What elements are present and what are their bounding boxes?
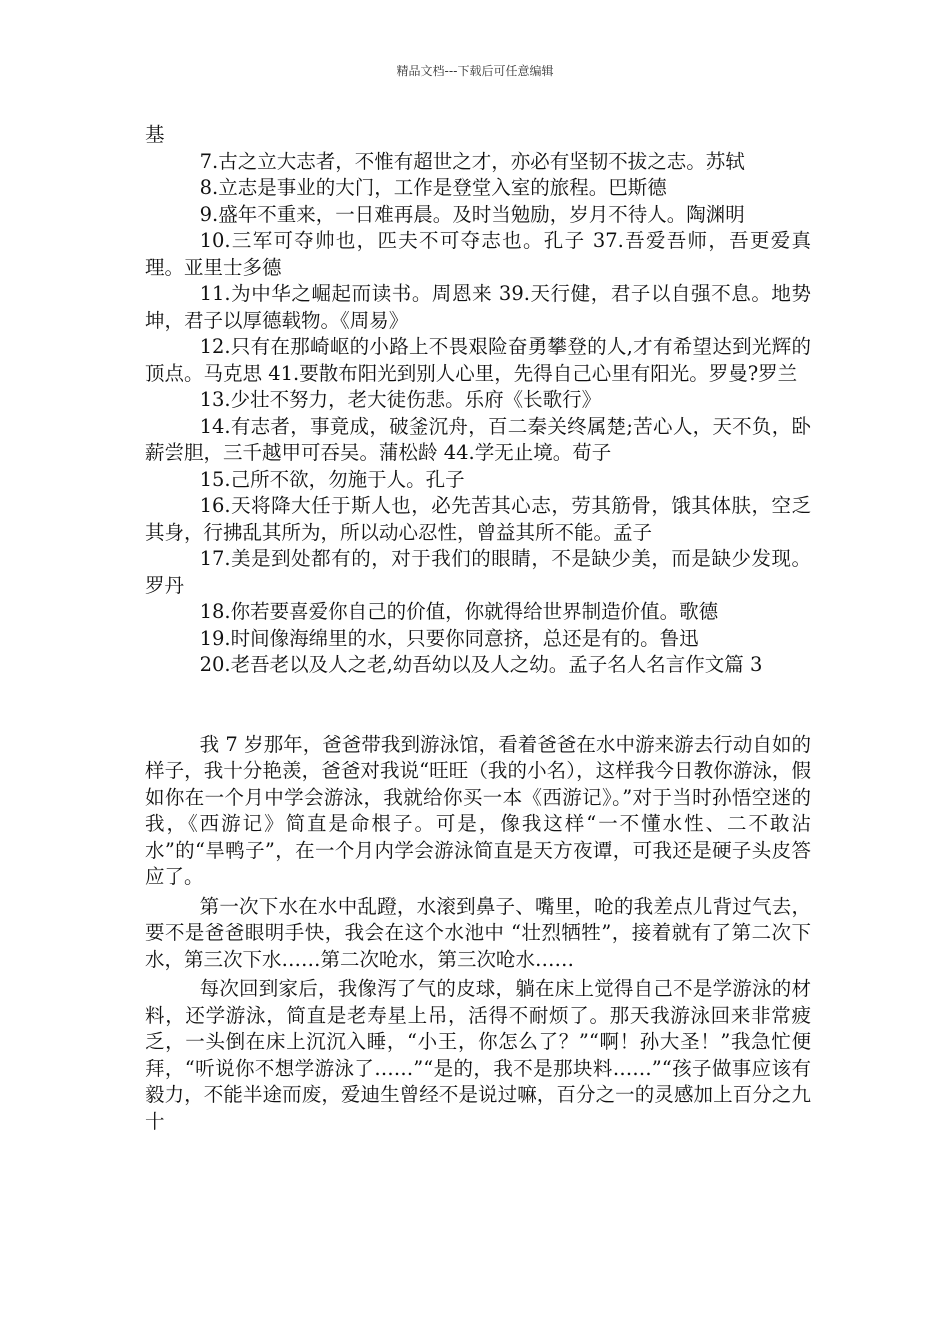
quote-item-13: 13.少壮不努力，老大徒伤悲。乐府《长歌行》: [199, 388, 602, 411]
quote-item-11: 11.为中华之崛起而读书。周恩来 39.天行健，君子以自强不息。地势坤，君子以厚德载物。《周易》: [145, 282, 811, 332]
essay-section: [145, 732, 811, 1136]
page-header: 精品文档---下载后可任意编辑: [396, 64, 554, 78]
continuation-text: 基: [145, 123, 165, 146]
quotes-section: [145, 122, 811, 679]
quote-item-18: 18.你若要喜爱你自己的价值，你就得给世界制造价值。歌德: [199, 600, 719, 623]
quote-item-15: 15.己所不欲，勿施于人。孔子: [199, 467, 465, 491]
quote-item-8: 8.立志是事业的大门，工作是登堂入室的旅程。巴斯德: [199, 176, 667, 199]
quote-item-16: 16.天将降大任于斯人也，必先苦其心志，劳其筋骨，饿其体肤，空乏其身，行拂乱其所为，所以动心忍性，曾益其所不能。孟子: [145, 494, 811, 544]
quote-item-20: 20.老吾老以及人之老,幼吾幼以及人之幼。孟子名人名言作文篇 3: [199, 653, 763, 676]
essay-paragraph-3: 每次回到家后，我像泻了气的皮球，躺在床上觉得自己不是学游泳的材料，还学游泳，简直是老寿星上吊，活得不耐烦了。那天我游泳回来非常疲乏，一头倒在床上沉沉入睡，“小王，你怎么了？”“啊！孙大圣！”我急忙便拜，“听说你不想学游泳了……”“是的，我不是那块料……”“孩子做事应该有毅力，不能半途而废，爱迪生曾经不是说过嘛，百分之一的灵感加上百分之九十: [145, 977, 811, 1133]
quote-item-12: 12.只有在那崎岖的小路上不畏艰险奋勇攀登的人,才有希望达到光辉的顶点。马克思 41.要散布阳光到别人心里，先得自己心里有阳光。罗曼?罗兰: [145, 335, 811, 385]
essay-paragraph-2: 第一次下水在水中乱蹬，水滚到鼻子、嘴里，呛的我差点儿背过气去，要不是爸爸眼明手快，我会在这个水池中 “壮烈牺牲”，接着就有了第二次下水，第三次下水……第二次呛水，第三次呛水……: [145, 894, 811, 971]
essay-paragraph-1: 我 7 岁那年，爸爸带我到游泳馆，看着爸爸在水中游来游去行动自如的样子，我十分艳羡，爸爸对我说“旺旺（我的小名），这样我今日教你游泳，假如你在一个月中学会游泳，我就给你买一本《西游记》。”对于当时孙悟空迷的我，《西游记》简直是命根子。可是，像我这样“一不懂水性、二不敢沾水”的“旱鸭子”，在一个月内学会游泳简直是天方夜谭，可我还是硬子头皮答应了。: [145, 732, 811, 888]
quote-item-17: 17.美是到处都有的，对于我们的眼睛，不是缺少美，而是缺少发现。罗丹: [145, 547, 811, 597]
quote-item-19: 19.时间像海绵里的水，只要你同意挤，总还是有的。鲁迅: [199, 626, 699, 650]
quote-item-10: 10.三军可夺帅也，匹夫不可夺志也。孔子 37.吾爱吾师，吾更爱真理。亚里士多德: [145, 229, 811, 279]
quote-item-14: 14.有志者，事竟成，破釜沉舟，百二秦关终属楚;苦心人，天不负，卧薪尝胆，三千越甲可吞吴。蒲松龄 44.学无止境。荀子: [145, 414, 811, 464]
section-spacer: [145, 679, 811, 732]
document-body: [145, 122, 811, 1138]
quote-item-9: 9.盛年不重来，一日难再晨。及时当勉励，岁月不待人。陶渊明: [199, 202, 745, 226]
quote-item-7: 7.古之立大志者，不惟有超世之才，亦必有坚韧不拔之志。苏轼: [199, 149, 745, 173]
